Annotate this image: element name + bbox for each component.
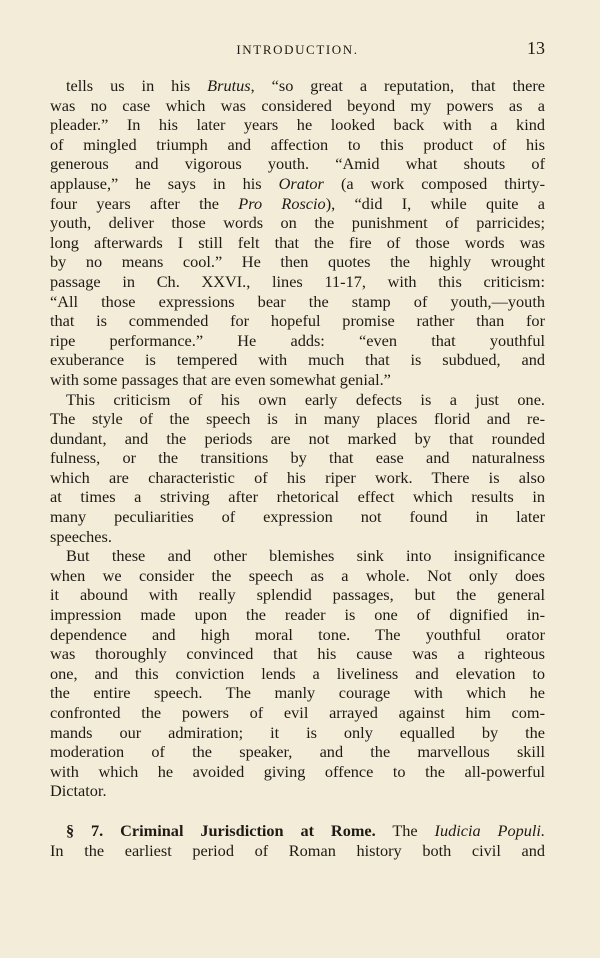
text-line: dundant, and the periods are not marked by that rounded [50,428,545,448]
text-line: the entire speech. The manly courage with which he [50,683,545,703]
section-subtitle-prefix: The [392,820,418,840]
section-subtitle: Iudicia Populi. [434,820,546,840]
text-line: with some passages that are even somewhat genial.” [50,369,391,389]
text-line: mands our admiration; it is only equalled by the [50,722,545,742]
paragraph [50,546,545,801]
text-line: was thoroughly convinced that his cause was a righteous [50,644,545,664]
text-line: long afterwards I still felt that the fire of those words was [50,232,545,252]
text-line: applause,” he says in his Orator (a work composed thirty- [50,173,545,193]
section-gap [50,801,545,821]
text-line: ripe performance.” He adds: “even that youthful [50,330,545,350]
text-line: “All those expressions bear the stamp of youth,—youth [50,291,545,311]
body-text [50,76,545,860]
text-line: fulness, or the transitions by that ease and naturalness [50,448,545,468]
section-number: § 7. [66,820,104,840]
text-line: The style of the speech is in many places florid and re- [50,409,545,429]
text-line: But these and other blemishes sink into insignificance [66,546,545,566]
text-line: moderation of the speaker, and the marvellous skill [50,742,545,762]
text-line: pleader.” In his later years he looked back with a kind [50,115,545,135]
text-line: four years after the Pro Roscio), “did I, while quite a [50,193,546,213]
page-number: 13 [527,38,545,58]
text-line: many peculiarities of expression not found in later [50,507,545,527]
section-heading-line [50,821,545,841]
text-line: it abound with really splendid passages, but the general [50,585,545,605]
text-line: speeches. [50,526,112,546]
running-head: INTRODUCTION. [236,42,359,57]
page-header [50,38,545,62]
paragraph [50,76,545,390]
text-line: This criticism of his own early defects is a just one. [66,389,545,409]
text-line: dependence and high moral tone. The youthful orator [50,624,545,644]
text-line: that is commended for hopeful promise rather than for [50,311,545,331]
paragraph [50,390,545,547]
text-line: at times a striving after rhetorical effect which results in [50,487,545,507]
text-line: with which he avoided giving offence to the all-powerful [50,761,545,781]
text-line: tells us in his Brutus, “so great a reputation, that there [66,76,545,95]
text-line: Dictator. [50,781,107,801]
text-line: when we consider the speech as a whole. Not only does [50,565,545,585]
text-line: passage in Ch. XXVI., lines 11-17, with this criticism: [50,271,545,291]
text-line: confronted the powers of evil arrayed against him com- [50,703,545,722]
text-line: youth, deliver those words on the punishment of parricides; [50,213,545,233]
text-line: exuberance is tempered with much that is subdued, and [50,350,545,370]
text-line: impression made upon the reader is one of dignified in- [50,605,545,625]
section-text-line: In the earliest period of Roman history both civil and [50,840,545,860]
paragraphs [50,76,545,801]
text-line: was no case which was considered beyond my powers as a [50,95,545,115]
text-line: by no means cool.” He then quotes the highly wrought [50,252,545,272]
section-title: Criminal Jurisdiction at Rome. [120,820,376,840]
text-line: one, and this conviction lends a liveliness and elevation to [50,663,545,683]
text-line: of mingled triumph and affection to this product of his [50,134,545,154]
text-line: generous and vigorous youth. “Amid what shouts of [50,154,545,174]
text-line: which are characteristic of his riper work. There is also [50,467,545,487]
